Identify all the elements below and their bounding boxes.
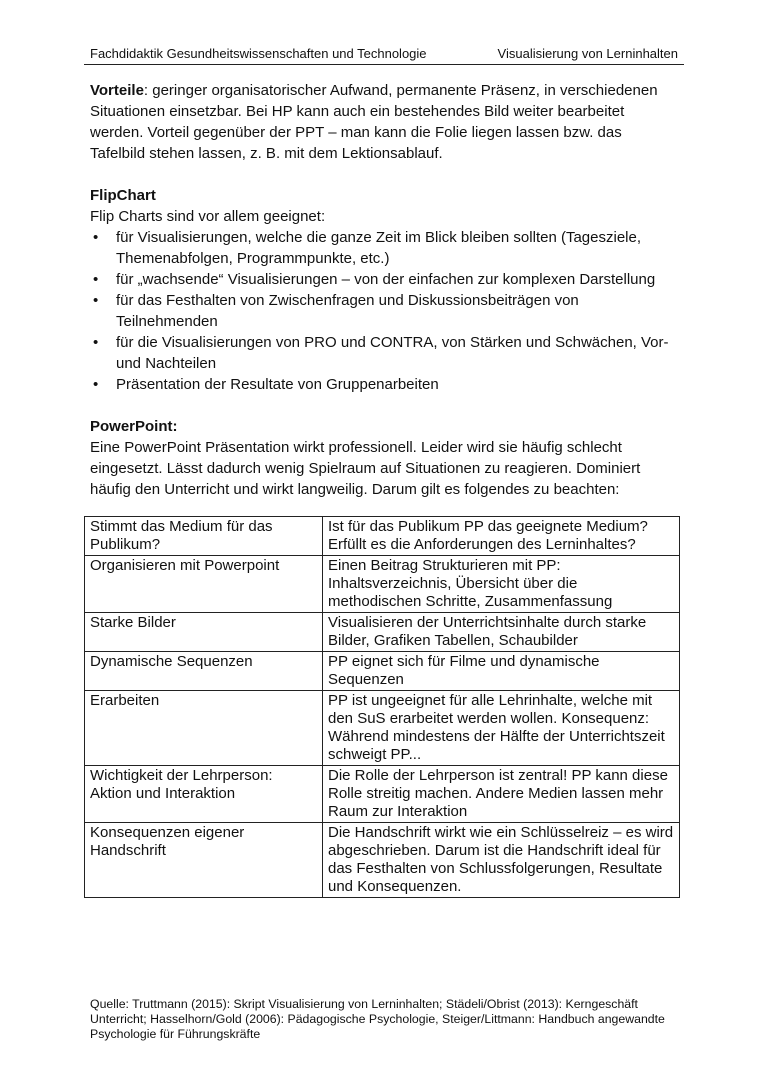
table-row [85,556,680,613]
table-row [85,652,680,691]
vorteile-text: : geringer organisatorischer Aufwand, permanente Präsenz, in verschiedenen Situationen einsetzbar. Bei HP kann auch ein bestehendes Bild weiter bearbeitet werden. Vorteil gegenüber der PPT – man kann die Folie liegen lassen bzw. das Tafelbild stehen lassen, z. B. mit dem Lektionsablauf. [90,82,658,162]
list-item-text: für die Visualisierungen von PRO und CONTRA, von Stärken und Schwächen, Vor- und Nachteilen [116,334,669,372]
powerpoint-guidelines-table [84,516,680,898]
flipchart-intro: Flip Charts sind vor allem geeignet: [90,208,326,225]
bullet-icon: • [93,334,99,351]
table-cell-criterion: Organisieren mit Powerpoint [85,556,323,613]
list-item [90,269,680,290]
list-item-text: für das Festhalten von Zwischenfragen und Diskussionsbeiträgen von Teilnehmenden [116,292,579,330]
table-cell-description: Die Handschrift wirkt wie ein Schlüsselreiz – es wird abgeschrieben. Darum ist die Handschrift ideal für das Festhalten von Schlussfolgerungen, Resultate und Konsequenzen. [323,823,680,898]
flipchart-list [90,227,680,395]
powerpoint-text: Eine PowerPoint Präsentation wirkt professionell. Leider wird sie häufig schlecht eingesetzt. Lässt dadurch wenig Spielraum auf Situationen zu reagieren. Dominiert häufig den Unterricht und wirkt langweilig. Darum gilt es folgendes zu beachten: [90,439,641,498]
powerpoint-heading: PowerPoint: [90,418,178,435]
table-row [85,517,680,556]
table-cell-description: Visualisieren der Unterrichtsinhalte durch starke Bilder, Grafiken Tabellen, Schaubilder [323,613,680,652]
table-cell-criterion: Konsequenzen eigener Handschrift [85,823,323,898]
list-item-text: Präsentation der Resultate von Gruppenarbeiten [116,376,439,393]
bullet-icon: • [93,376,99,393]
list-item [90,227,680,269]
page-header [84,44,684,65]
table-cell-description: PP eignet sich für Filme und dynamische Sequenzen [323,652,680,691]
table-cell-criterion: Dynamische Sequenzen [85,652,323,691]
bullet-icon: • [93,229,99,246]
table-cell-criterion: Stimmt das Medium für das Publikum? [85,517,323,556]
table-row [85,823,680,898]
header-topic-title: Visualisierung von Lerninhalten [497,46,678,61]
section-spacer [90,395,680,416]
bullet-icon: • [93,292,99,309]
table-cell-description: Die Rolle der Lehrperson ist zentral! PP kann diese Rolle streitig machen. Andere Medien lassen mehr Raum zur Interaktion [323,766,680,823]
list-item [90,332,680,374]
page-content [90,80,680,898]
table-row [85,766,680,823]
table-cell-description: Ist für das Publikum PP das geeignete Medium? Erfüllt es die Anforderungen des Lerninhaltes? [323,517,680,556]
flipchart-heading: FlipChart [90,187,156,204]
vorteile-label: Vorteile [90,82,144,99]
table-cell-criterion: Starke Bilder [85,613,323,652]
table-row [85,613,680,652]
source-footnote: Quelle: Truttmann (2015): Skript Visualisierung von Lerninhalten; Städeli/Obrist (2013): Kerngeschäft Unterricht; Hasselhorn/Gold (2006): Pädagogische Psychologie, Steiger/Littmann: Handbuch angewandte Psychologie für Führungskräfte [90,997,665,1041]
table-cell-criterion: Erarbeiten [85,691,323,766]
bullet-icon: • [93,271,99,288]
list-item [90,290,680,332]
vorteile-paragraph [90,80,680,164]
list-item-text: für „wachsende“ Visualisierungen – von der einfachen zur komplexen Darstellung [116,271,656,288]
list-item-text: für Visualisierungen, welche die ganze Zeit im Blick bleiben sollten (Tagesziele, Themenabfolgen, Programmpunkte, etc.) [116,229,641,267]
table-cell-description: Einen Beitrag Strukturieren mit PP: Inhaltsverzeichnis, Übersicht über die methodischen Schritte, Zusammenfassung [323,556,680,613]
table-cell-description: PP ist ungeeignet für alle Lehrinhalte, welche mit den SuS erarbeitet werden wollen. Konsequenz: Während mindestens der Hälfte der Unterrichtszeit schweigt PP... [323,691,680,766]
table-cell-criterion: Wichtigkeit der Lehrperson: Aktion und Interaktion [85,766,323,823]
list-item [90,374,680,395]
header-course-title: Fachdidaktik Gesundheitswissenschaften und Technologie [90,46,427,61]
table-row [85,691,680,766]
